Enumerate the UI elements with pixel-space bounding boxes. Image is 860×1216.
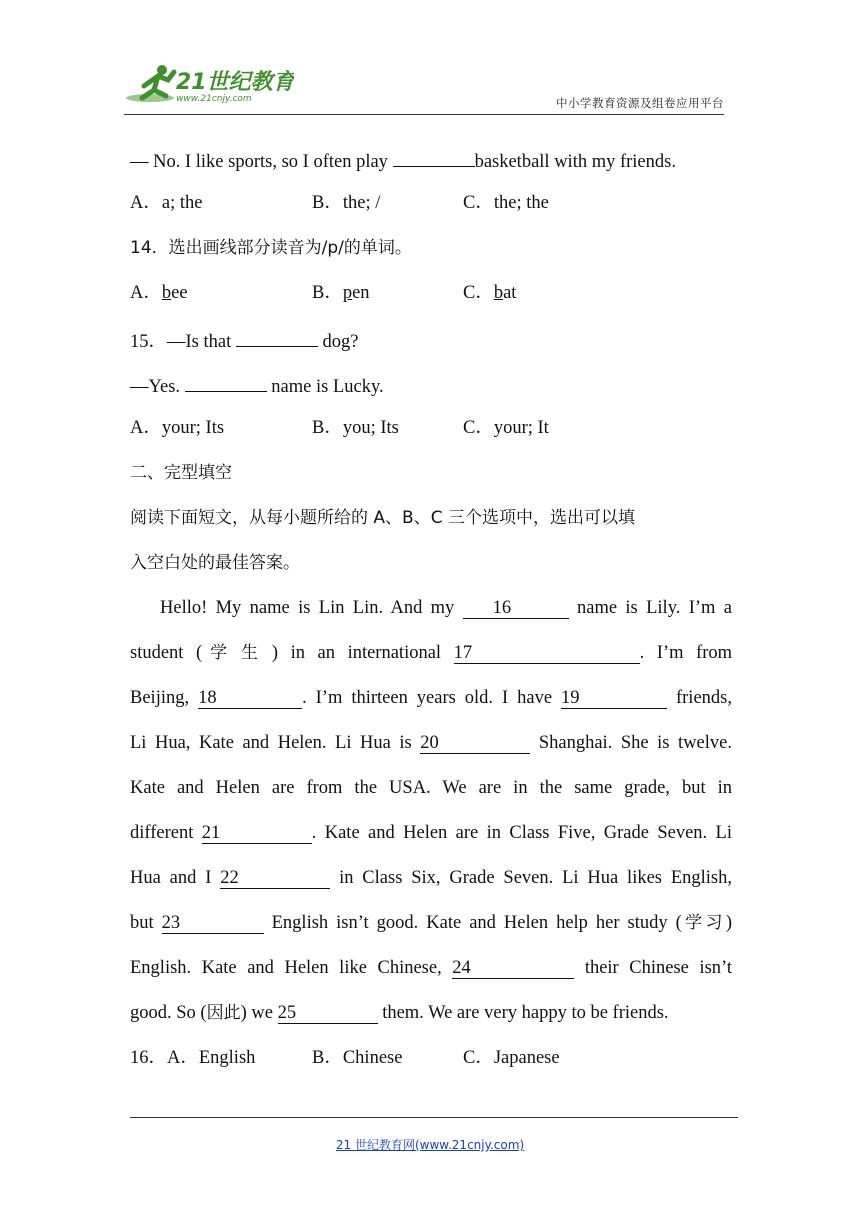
passage-line-7: Hua and I 22 in Class Six, Grade Seven. Li Hua likes English, [130, 868, 732, 888]
q15-option-a[interactable]: A．your; Its [130, 418, 225, 438]
q15-option-c[interactable]: C．your; It [463, 418, 549, 438]
logo-text: 21世纪教育 [176, 70, 294, 95]
footer-divider [130, 1117, 738, 1118]
q13-blank[interactable] [393, 146, 475, 167]
blank-20[interactable]: 20 [420, 733, 530, 754]
blank-21[interactable]: 21 [202, 823, 312, 844]
q15-blank-1[interactable] [236, 326, 318, 347]
blank-17[interactable]: 17 [454, 643, 640, 664]
q14-option-c[interactable]: C．bat [463, 283, 517, 303]
section-instruction-1: 阅读下面短文，从每小题所给的 A、B、C 三个选项中，选出可以填 [130, 508, 635, 528]
section-title: 二、完型填空 [130, 463, 232, 483]
header-divider [124, 114, 724, 115]
logo-url: www.21cnjy.com [176, 94, 252, 104]
q15-options [130, 416, 730, 440]
passage-line-8: but 23 English isn’t good. Kate and Helen help her study (学习) [130, 913, 733, 933]
passage-line-3: Beijing, 18 . I’m thirteen years old. I have 19 friends, [130, 688, 732, 708]
passage-line-4: Li Hua, Kate and Helen. Li Hua is 20 Shanghai. She is twelve. [130, 733, 732, 753]
site-logo [124, 62, 294, 108]
q14-option-b[interactable]: B．pen [312, 283, 370, 303]
q13-option-b[interactable]: B．the; / [312, 193, 381, 213]
blank-25[interactable]: 25 [278, 1003, 378, 1024]
q14-options [130, 281, 730, 305]
passage-line-9: English. Kate and Helen like Chinese, 24 their Chinese isn’t [130, 958, 732, 978]
q13-option-a[interactable]: A．a; the [130, 193, 203, 213]
q13-options [130, 191, 730, 215]
passage-line-2: student (学生) in an international 17 . I’m from [130, 643, 732, 663]
q14-stem: 14．选出画线部分读音为/p/的单词。 [130, 238, 412, 258]
blank-22[interactable]: 22 [220, 868, 330, 889]
passage-line-1: Hello! My name is Lin Lin. And my 16 name is Lily. I’m a [160, 598, 732, 618]
q15-blank-2[interactable] [185, 371, 267, 392]
passage-line-6: different 21 . Kate and Helen are in Class Five, Grade Seven. Li [130, 823, 732, 843]
passage-line-10: good. So (因此) we 25 them. We are very happy to be friends. [130, 1003, 669, 1023]
passage-line-5: Kate and Helen are from the USA. We are in the same grade, but in [130, 778, 732, 798]
q16-option-a[interactable]: 16．A．English [130, 1048, 256, 1068]
q13-reply: — No. I like sports, so I often play basketball with my friends. [130, 146, 676, 174]
q15-option-b[interactable]: B．you; Its [312, 418, 399, 438]
section-instruction-2: 入空白处的最佳答案。 [130, 553, 300, 573]
blank-18[interactable]: 18 [198, 688, 302, 709]
blank-24[interactable]: 24 [452, 958, 574, 979]
q16-options [130, 1046, 730, 1070]
header-tagline: 中小学教育资源及组卷应用平台 [556, 96, 724, 110]
blank-16[interactable]: 16 [463, 598, 569, 619]
blank-19[interactable]: 19 [561, 688, 667, 709]
footer-link[interactable]: 21 世纪教育网(www.21cnjy.com) [335, 1138, 525, 1152]
q13-option-c[interactable]: C．the; the [463, 193, 549, 213]
q14-option-a[interactable]: A．bee [130, 283, 188, 303]
q15-stem: 15．—Is that dog? [130, 326, 358, 354]
blank-23[interactable]: 23 [162, 913, 264, 934]
q16-option-b[interactable]: B．Chinese [312, 1048, 403, 1068]
q15-reply: —Yes. name is Lucky. [130, 371, 384, 399]
q16-option-c[interactable]: C．Japanese [463, 1048, 560, 1068]
